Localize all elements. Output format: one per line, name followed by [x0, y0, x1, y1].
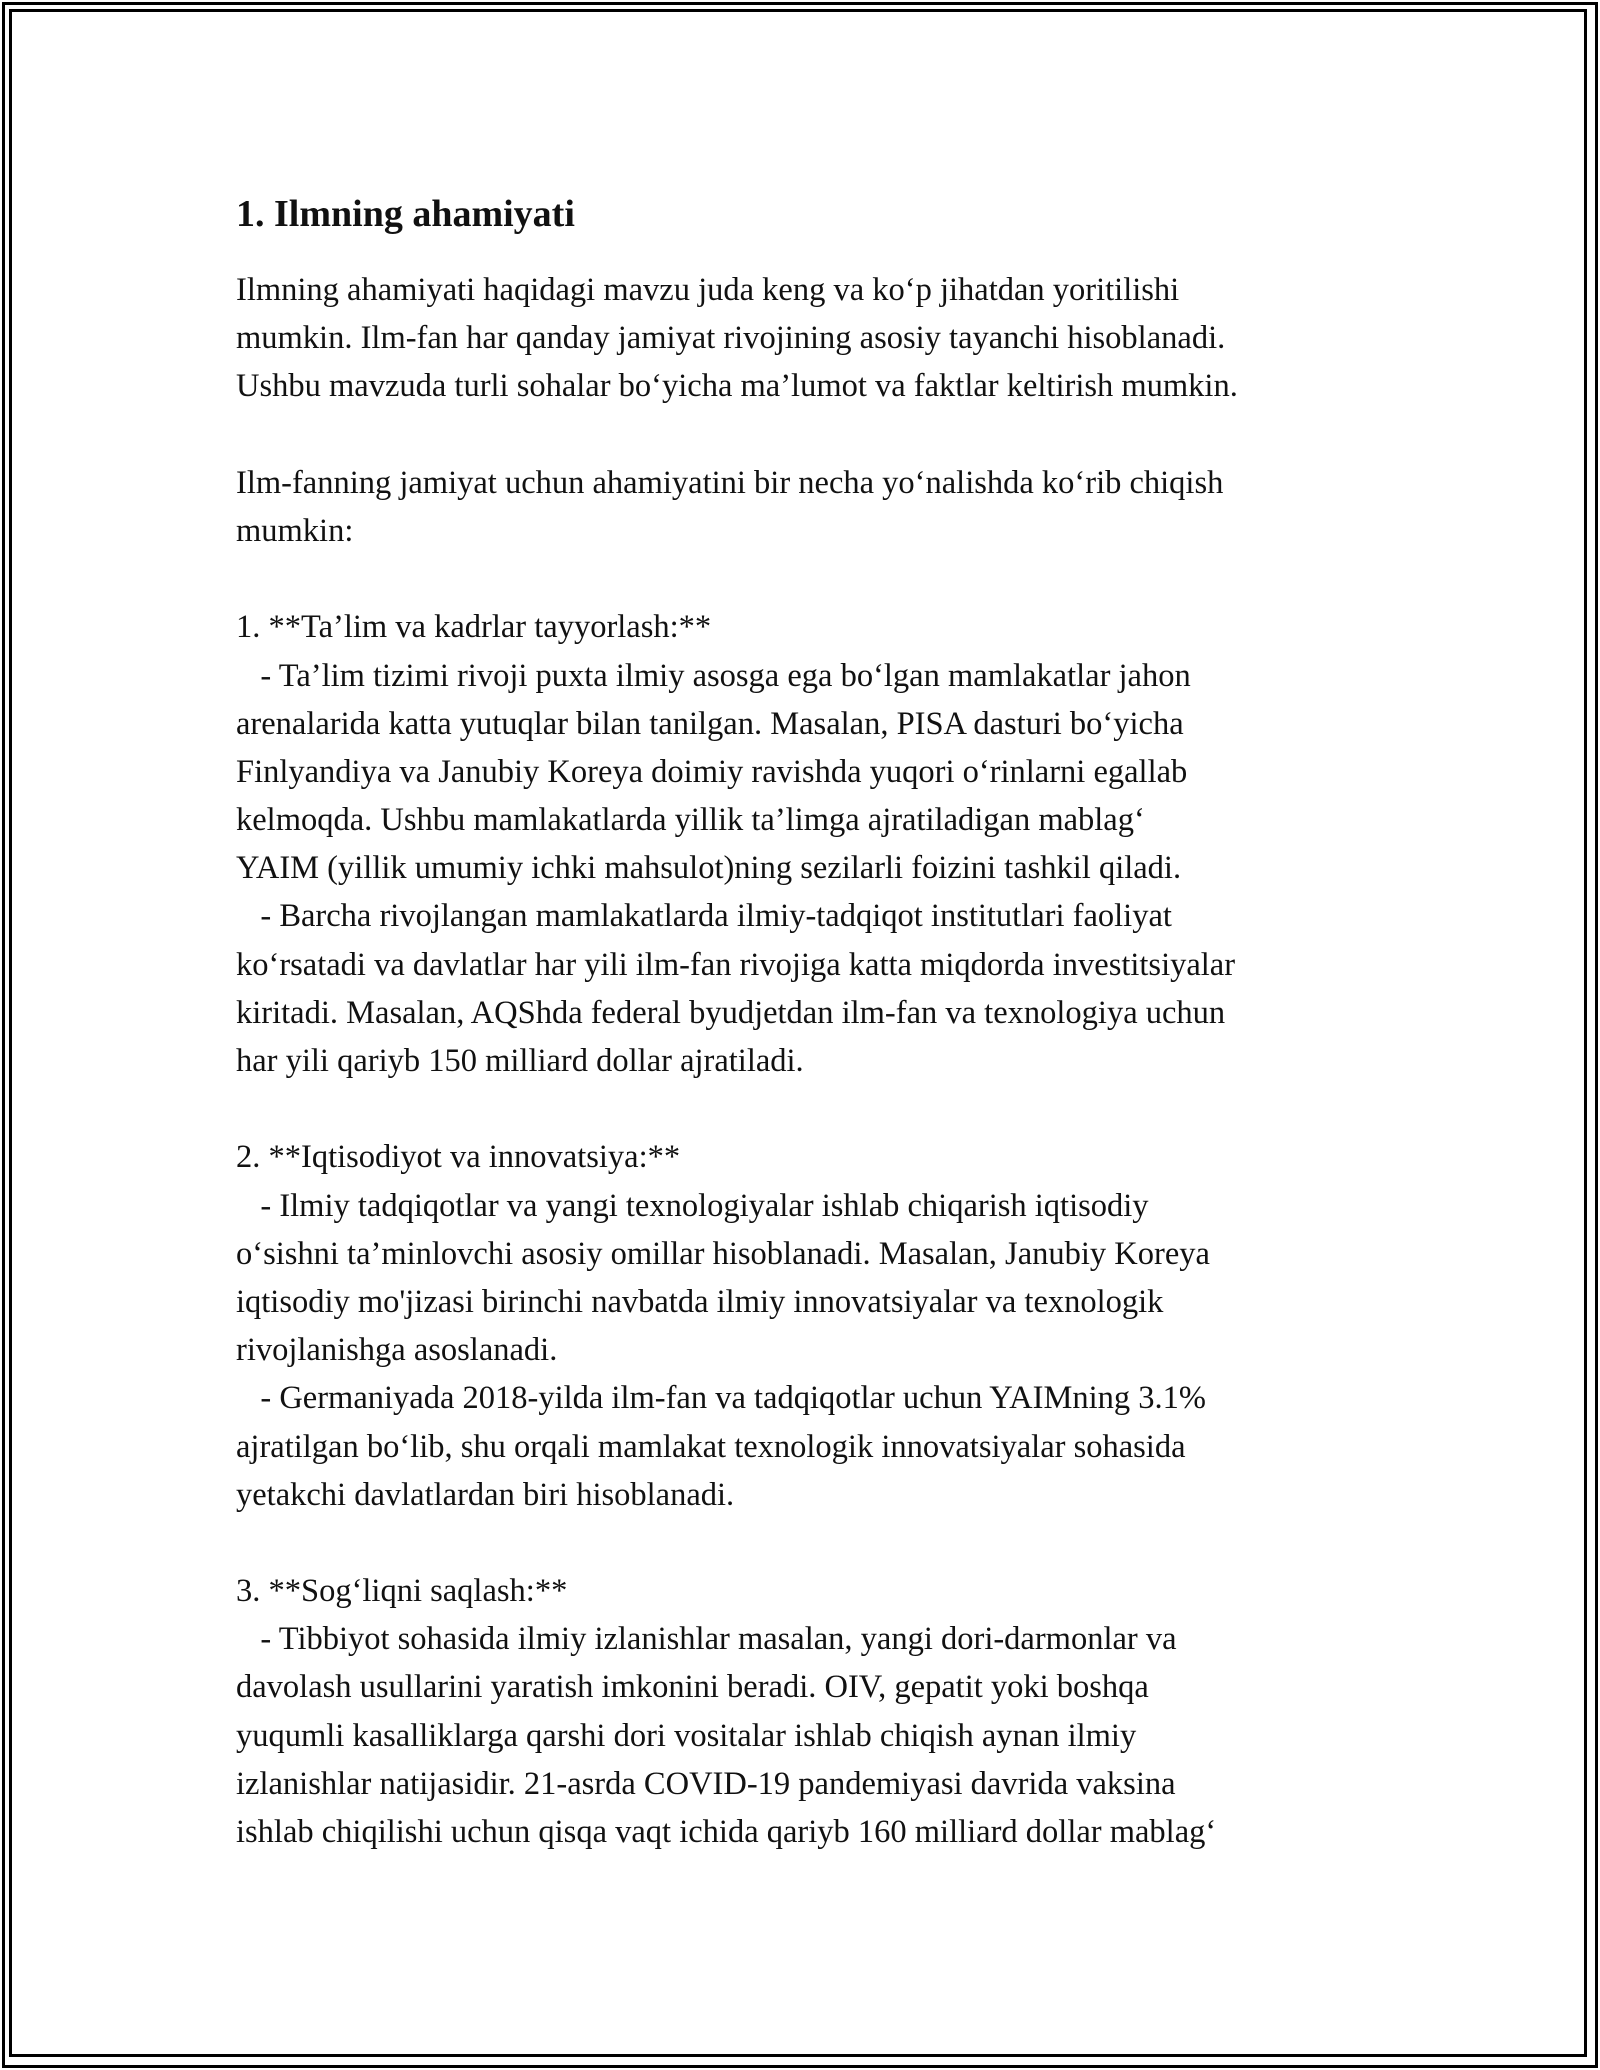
text-line: yetakchi davlatlardan biri hisoblanadi. [236, 1476, 735, 1513]
text-line: davolash usullarini yaratish imkonini beradi. OIV, gepatit yoki boshqa [236, 1669, 1149, 1706]
text-line: ishlab chiqilishi uchun qisqa vaqt ichida qariyb 160 milliard dollar mablag‘ [236, 1814, 1217, 1850]
blank-line [236, 1519, 1386, 1567]
blank-line [236, 411, 1386, 459]
text-line: arenalarida katta yutuqlar bilan tanilgan. Masalan, PISA dasturi bo‘yicha [236, 705, 1184, 742]
text-line: - Ilmiy tadqiqotlar va yangi texnologiyalar ishlab chiqarish iqtisodiy [236, 1187, 1149, 1224]
blank-line [236, 1085, 1386, 1133]
text-line: yuqumli kasalliklarga qarshi dori vositalar ishlab chiqish aynan ilmiy [236, 1717, 1137, 1754]
text-line: Finlyandiya va Janubiy Koreya doimiy ravishda yuqori o‘rinlarni egallab [236, 753, 1188, 790]
text-line: Ilmning ahamiyati haqidagi mavzu juda keng va ko‘p jihatdan yoritilishi [236, 272, 1180, 308]
text-line: rivojlanishga asoslanadi. [236, 1332, 558, 1369]
text-line: - Ta’lim tizimi rivoji puxta ilmiy asosga ega bo‘lgan mamlakatlar jahon [236, 657, 1191, 694]
text-line: YAIM (yillik umumiy ichki mahsulot)ning sezilarli foizini tashkil qiladi. [236, 850, 1182, 887]
text-line: ajratilgan bo‘lib, shu orqali mamlakat texnologik innovatsiyalar sohasida [236, 1428, 1186, 1465]
text-line: kelmoqda. Ushbu mamlakatlarda yillik ta’limga ajratiladigan mablag‘ [236, 802, 1145, 839]
text-line: 1. **Ta’lim va kadrlar tayyorlash:** [236, 609, 712, 646]
text-line: izlanishlar natijasidir. 21-asrda COVID-19 pandemiyasi davrida vaksina [236, 1765, 1176, 1802]
text-line: mumkin. Ilm-fan har qanday jamiyat rivojining asosiy tayanchi hisoblanadi. [236, 320, 1226, 357]
text-line: Ushbu mavzuda turli sohalar bo‘yicha ma’lumot va faktlar keltirish mumkin. [236, 368, 1238, 405]
text-line: Ilm-fanning jamiyat uchun ahamiyatini bir necha yo‘nalishda ko‘rib chiqish [236, 464, 1224, 501]
text-line: kiritadi. Masalan, AQShda federal byudjetdan ilm-fan va texnologiya uchun [236, 994, 1226, 1031]
document-text [236, 266, 1386, 1856]
document-title: 1. Ilmning ahamiyati [236, 193, 575, 235]
text-line: - Barcha rivojlangan mamlakatlarda ilmiy-tadqiqot institutlari faoliyat [236, 898, 1172, 935]
text-line: o‘sishni ta’minlovchi asosiy omillar hisoblanadi. Masalan, Janubiy Koreya [236, 1235, 1210, 1272]
text-line: ko‘rsatadi va davlatlar har yili ilm-fan rivojiga katta miqdorda investitsiyalar [236, 946, 1236, 983]
text-line: 2. **Iqtisodiyot va innovatsiya:** [236, 1139, 681, 1176]
document-body [236, 186, 1386, 1856]
text-line: iqtisodiy mo'jizasi birinchi navbatda ilmiy innovatsiyalar va texnologik [236, 1283, 1164, 1320]
text-line: - Tibbiyot sohasida ilmiy izlanishlar masalan, yangi dori-darmonlar va [236, 1621, 1177, 1658]
blank-line [236, 555, 1386, 603]
text-line: - Germaniyada 2018-yilda ilm-fan va tadqiqotlar uchun YAIMning 3.1% [236, 1380, 1206, 1417]
text-line: 3. **Sog‘liqni saqlash:** [236, 1573, 568, 1610]
text-line: har yili qariyb 150 milliard dollar ajratiladi. [236, 1043, 804, 1079]
text-line: mumkin: [236, 512, 354, 549]
